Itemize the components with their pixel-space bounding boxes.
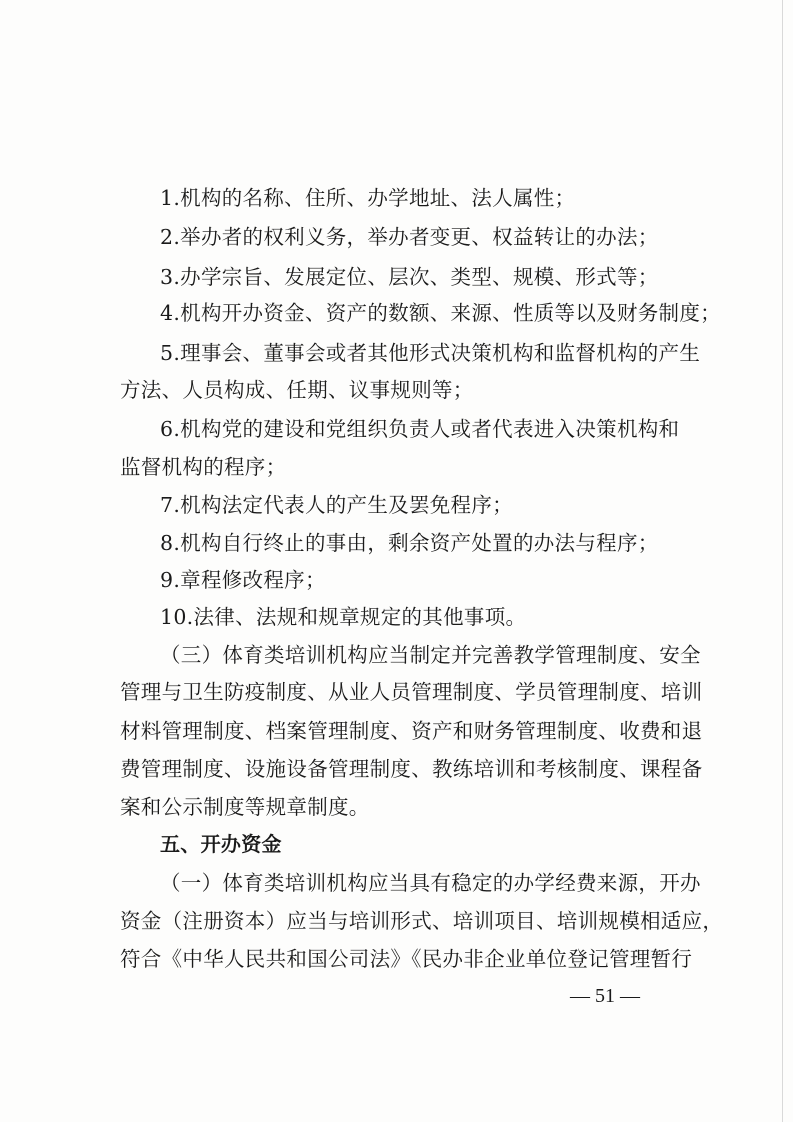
text-line-4: 4.机构开办资金、资产的数额、来源、性质等以及财务制度； [160,301,721,325]
text-line-8: 监督机构的程序； [120,455,287,479]
text-line-1: 1.机构的名称、住所、办学地址、法人属性； [160,186,576,210]
text-line-2: 2.举办者的权利义务，举办者变更、权益转让的办法； [160,225,659,249]
text-line-10: 8.机构自行终止的事由，剩余资产处置的办法与程序； [160,531,659,555]
text-line-19: （一）体育类培训机构应当具有稳定的办学经费来源，开办 [160,871,701,895]
scan-edge-line [782,0,783,1122]
text-line-9: 7.机构法定代表人的产生及罢免程序； [160,493,513,517]
text-line-13: （三）体育类培训机构应当制定并完善教学管理制度、安全 [160,643,701,667]
text-line-11: 9.章程修改程序； [160,568,326,592]
text-line-7: 6.机构党的建设和党组织负责人或者代表进入决策机构和 [160,417,680,441]
text-line-16: 费管理制度、设施设备管理制度、教练培训和考核制度、课程备 [120,757,703,781]
text-line-15: 材料管理制度、档案管理制度、资产和财务管理制度、收费和退 [120,719,703,743]
text-line-6: 方法、人员构成、任期、议事规则等； [120,378,474,402]
text-line-21: 符合《中华人民共和国公司法》《民办非企业单位登记管理暂行 [120,947,693,971]
text-line-14: 管理与卫生防疫制度、从业人员管理制度、学员管理制度、培训 [120,680,703,704]
text-line-3: 3.办学宗旨、发展定位、层次、类型、规模、形式等； [160,265,659,289]
page-number: — 51 — [570,985,640,1007]
text-line-20: 资金（注册资本）应当与培训形式、培训项目、培训规模相适应， [120,909,724,933]
section-heading: 五、开办资金 [160,832,282,856]
text-line-5: 5.理事会、董事会或者其他形式决策机构和监督机构的产生 [160,341,701,365]
text-line-12: 10.法律、法规和规章规定的其他事项。 [160,605,527,629]
text-line-17: 案和公示制度等规章制度。 [120,795,370,819]
